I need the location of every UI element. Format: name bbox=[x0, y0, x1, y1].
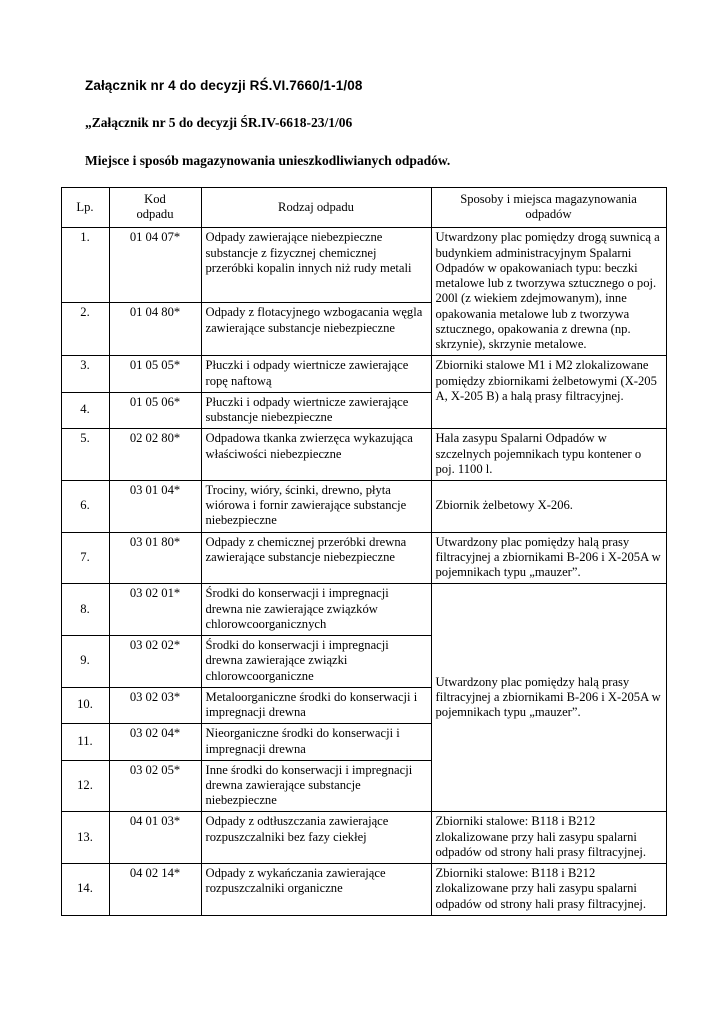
table-row bbox=[61, 584, 666, 636]
column-header-kod-line2: odpadu bbox=[136, 207, 174, 222]
cell-rodzaj: Odpadowa tkanka zwierzęca wykazująca właściwości niebezpieczne bbox=[201, 429, 431, 481]
cell-sposob: Zbiorniki stalowe: B118 i B212 zlokalizowane przy hali zasypu spalarni odpadów od strony hali prasy filtracyjnej. bbox=[431, 812, 666, 864]
cell-sposob: Utwardzony plac pomiędzy halą prasy filtracyjnej a zbiornikami B-206 i X-205A w pojemnikach typu „mauzer”. bbox=[431, 584, 666, 812]
table-header bbox=[61, 188, 666, 228]
cell-kod: 02 02 80* bbox=[109, 429, 201, 481]
cell-kod: 03 02 05* bbox=[109, 760, 201, 812]
waste-storage-table bbox=[61, 187, 667, 916]
cell-rodzaj: Nieorganiczne środki do konserwacji i impregnacji drewna bbox=[201, 724, 431, 760]
cell-rodzaj: Trociny, wióry, ścinki, drewno, płyta wiórowa i fornir zawierające substancje niebezpieczne bbox=[201, 480, 431, 532]
cell-kod: 04 02 14* bbox=[109, 864, 201, 916]
page-title: Załącznik nr 4 do decyzji RŚ.VI.7660/1-1/08 bbox=[85, 78, 363, 93]
cell-sposob: Utwardzony plac pomiędzy drogą suwnicą a budynkiem administracyjnym Spalarni Odpadów w opakowaniach typu: beczki metalowe lub z tworzywa sztucznego o poj. 200l (z wiekiem zdejmowanym), inne opakowania metalowe lub z tworzywa sztucznego, opakowania z drewna (np. skrzynie), skrzynie metalowe. bbox=[431, 228, 666, 356]
column-header-kod bbox=[109, 188, 201, 228]
cell-rodzaj: Środki do konserwacji i impregnacji drewna zawierające związki chlorowcoorganiczne bbox=[201, 636, 431, 688]
column-header-rodzaj: Rodzaj odpadu bbox=[201, 188, 431, 228]
cell-lp: 14. bbox=[61, 864, 109, 916]
cell-lp: 10. bbox=[61, 687, 109, 723]
cell-sposob: Hala zasypu Spalarni Odpadów w szczelnych pojemnikach typu kontener o poj. 1100 l. bbox=[431, 429, 666, 481]
section-heading: Miejsce i sposób magazynowania unieszkodliwianych odpadów. bbox=[85, 153, 451, 168]
cell-kod: 01 04 80* bbox=[109, 303, 201, 356]
cell-lp: 9. bbox=[61, 636, 109, 688]
cell-sposob: Zbiornik żelbetowy X-206. bbox=[431, 480, 666, 532]
column-header-sposob-line1: Sposoby i miejsca magazynowania bbox=[460, 192, 637, 206]
table-row bbox=[61, 532, 666, 584]
cell-rodzaj: Odpady zawierające niebezpieczne substancje z fizycznej chemicznej przeróbki kopalin innych niż rudy metali bbox=[201, 228, 431, 303]
cell-lp: 4. bbox=[61, 392, 109, 428]
cell-rodzaj: Płuczki i odpady wiertnicze zawierające ropę naftową bbox=[201, 356, 431, 392]
cell-kod: 04 01 03* bbox=[109, 812, 201, 864]
cell-lp: 13. bbox=[61, 812, 109, 864]
document-subtitle: „Załącznik nr 5 do decyzji ŚR.IV-6618-23/1/06 bbox=[85, 115, 353, 130]
cell-rodzaj: Odpady z chemicznej przeróbki drewna zawierające substancje niebezpieczne bbox=[201, 532, 431, 584]
cell-lp: 11. bbox=[61, 724, 109, 760]
cell-rodzaj: Odpady z flotacyjnego wzbogacania węgla zawierające substancje niebezpieczne bbox=[201, 303, 431, 356]
cell-kod: 03 02 03* bbox=[109, 687, 201, 723]
table-row bbox=[61, 864, 666, 916]
cell-lp: 12. bbox=[61, 760, 109, 812]
column-header-kod-line1: Kod bbox=[144, 192, 166, 206]
cell-kod: 01 04 07* bbox=[109, 228, 201, 303]
cell-kod: 03 02 01* bbox=[109, 584, 201, 636]
cell-rodzaj: Odpady z wykańczania zawierające rozpuszczalniki organiczne bbox=[201, 864, 431, 916]
cell-rodzaj: Inne środki do konserwacji i impregnacji drewna zawierające substancje niebezpieczne bbox=[201, 760, 431, 812]
cell-kod: 03 01 80* bbox=[109, 532, 201, 584]
cell-kod: 01 05 05* bbox=[109, 356, 201, 392]
cell-rodzaj: Metaloorganiczne środki do konserwacji i impregnacji drewna bbox=[201, 687, 431, 723]
cell-kod: 03 02 02* bbox=[109, 636, 201, 688]
cell-kod: 03 01 04* bbox=[109, 480, 201, 532]
cell-sposob: Zbiorniki stalowe M1 i M2 zlokalizowane pomiędzy zbiornikami żelbetowymi (X-205 A, X-205 B) a halą prasy filtracyjnej. bbox=[431, 356, 666, 429]
table-header-row bbox=[61, 188, 666, 228]
table-row bbox=[61, 228, 666, 303]
cell-lp: 1. bbox=[61, 228, 109, 303]
cell-lp: 7. bbox=[61, 532, 109, 584]
cell-rodzaj: Płuczki i odpady wiertnicze zawierające substancje niebezpieczne bbox=[201, 392, 431, 428]
column-header-sposob bbox=[431, 188, 666, 228]
table-row bbox=[61, 812, 666, 864]
cell-kod: 01 05 06* bbox=[109, 392, 201, 428]
table-row bbox=[61, 480, 666, 532]
cell-lp: 3. bbox=[61, 356, 109, 392]
column-header-lp: Lp. bbox=[61, 188, 109, 228]
cell-sposob: Utwardzony plac pomiędzy halą prasy filtracyjnej a zbiornikami B-206 i X-205A w pojemnikach typu „mauzer”. bbox=[431, 532, 666, 584]
cell-lp: 6. bbox=[61, 480, 109, 532]
table-body bbox=[61, 228, 666, 915]
table-row bbox=[61, 429, 666, 481]
cell-lp: 2. bbox=[61, 303, 109, 356]
cell-kod: 03 02 04* bbox=[109, 724, 201, 760]
cell-lp: 5. bbox=[61, 429, 109, 481]
cell-rodzaj: Środki do konserwacji i impregnacji drewna nie zawierające związków chlorowcoorganicznych bbox=[201, 584, 431, 636]
cell-lp: 8. bbox=[61, 584, 109, 636]
column-header-sposob-line2: odpadów bbox=[525, 207, 572, 222]
cell-sposob: Zbiorniki stalowe: B118 i B212 zlokalizowane przy hali zasypu spalarni odpadów od strony hali prasy filtracyjnej. bbox=[431, 864, 666, 916]
cell-rodzaj: Odpady z odtłuszczania zawierające rozpuszczalniki bez fazy ciekłej bbox=[201, 812, 431, 864]
table-row bbox=[61, 356, 666, 392]
